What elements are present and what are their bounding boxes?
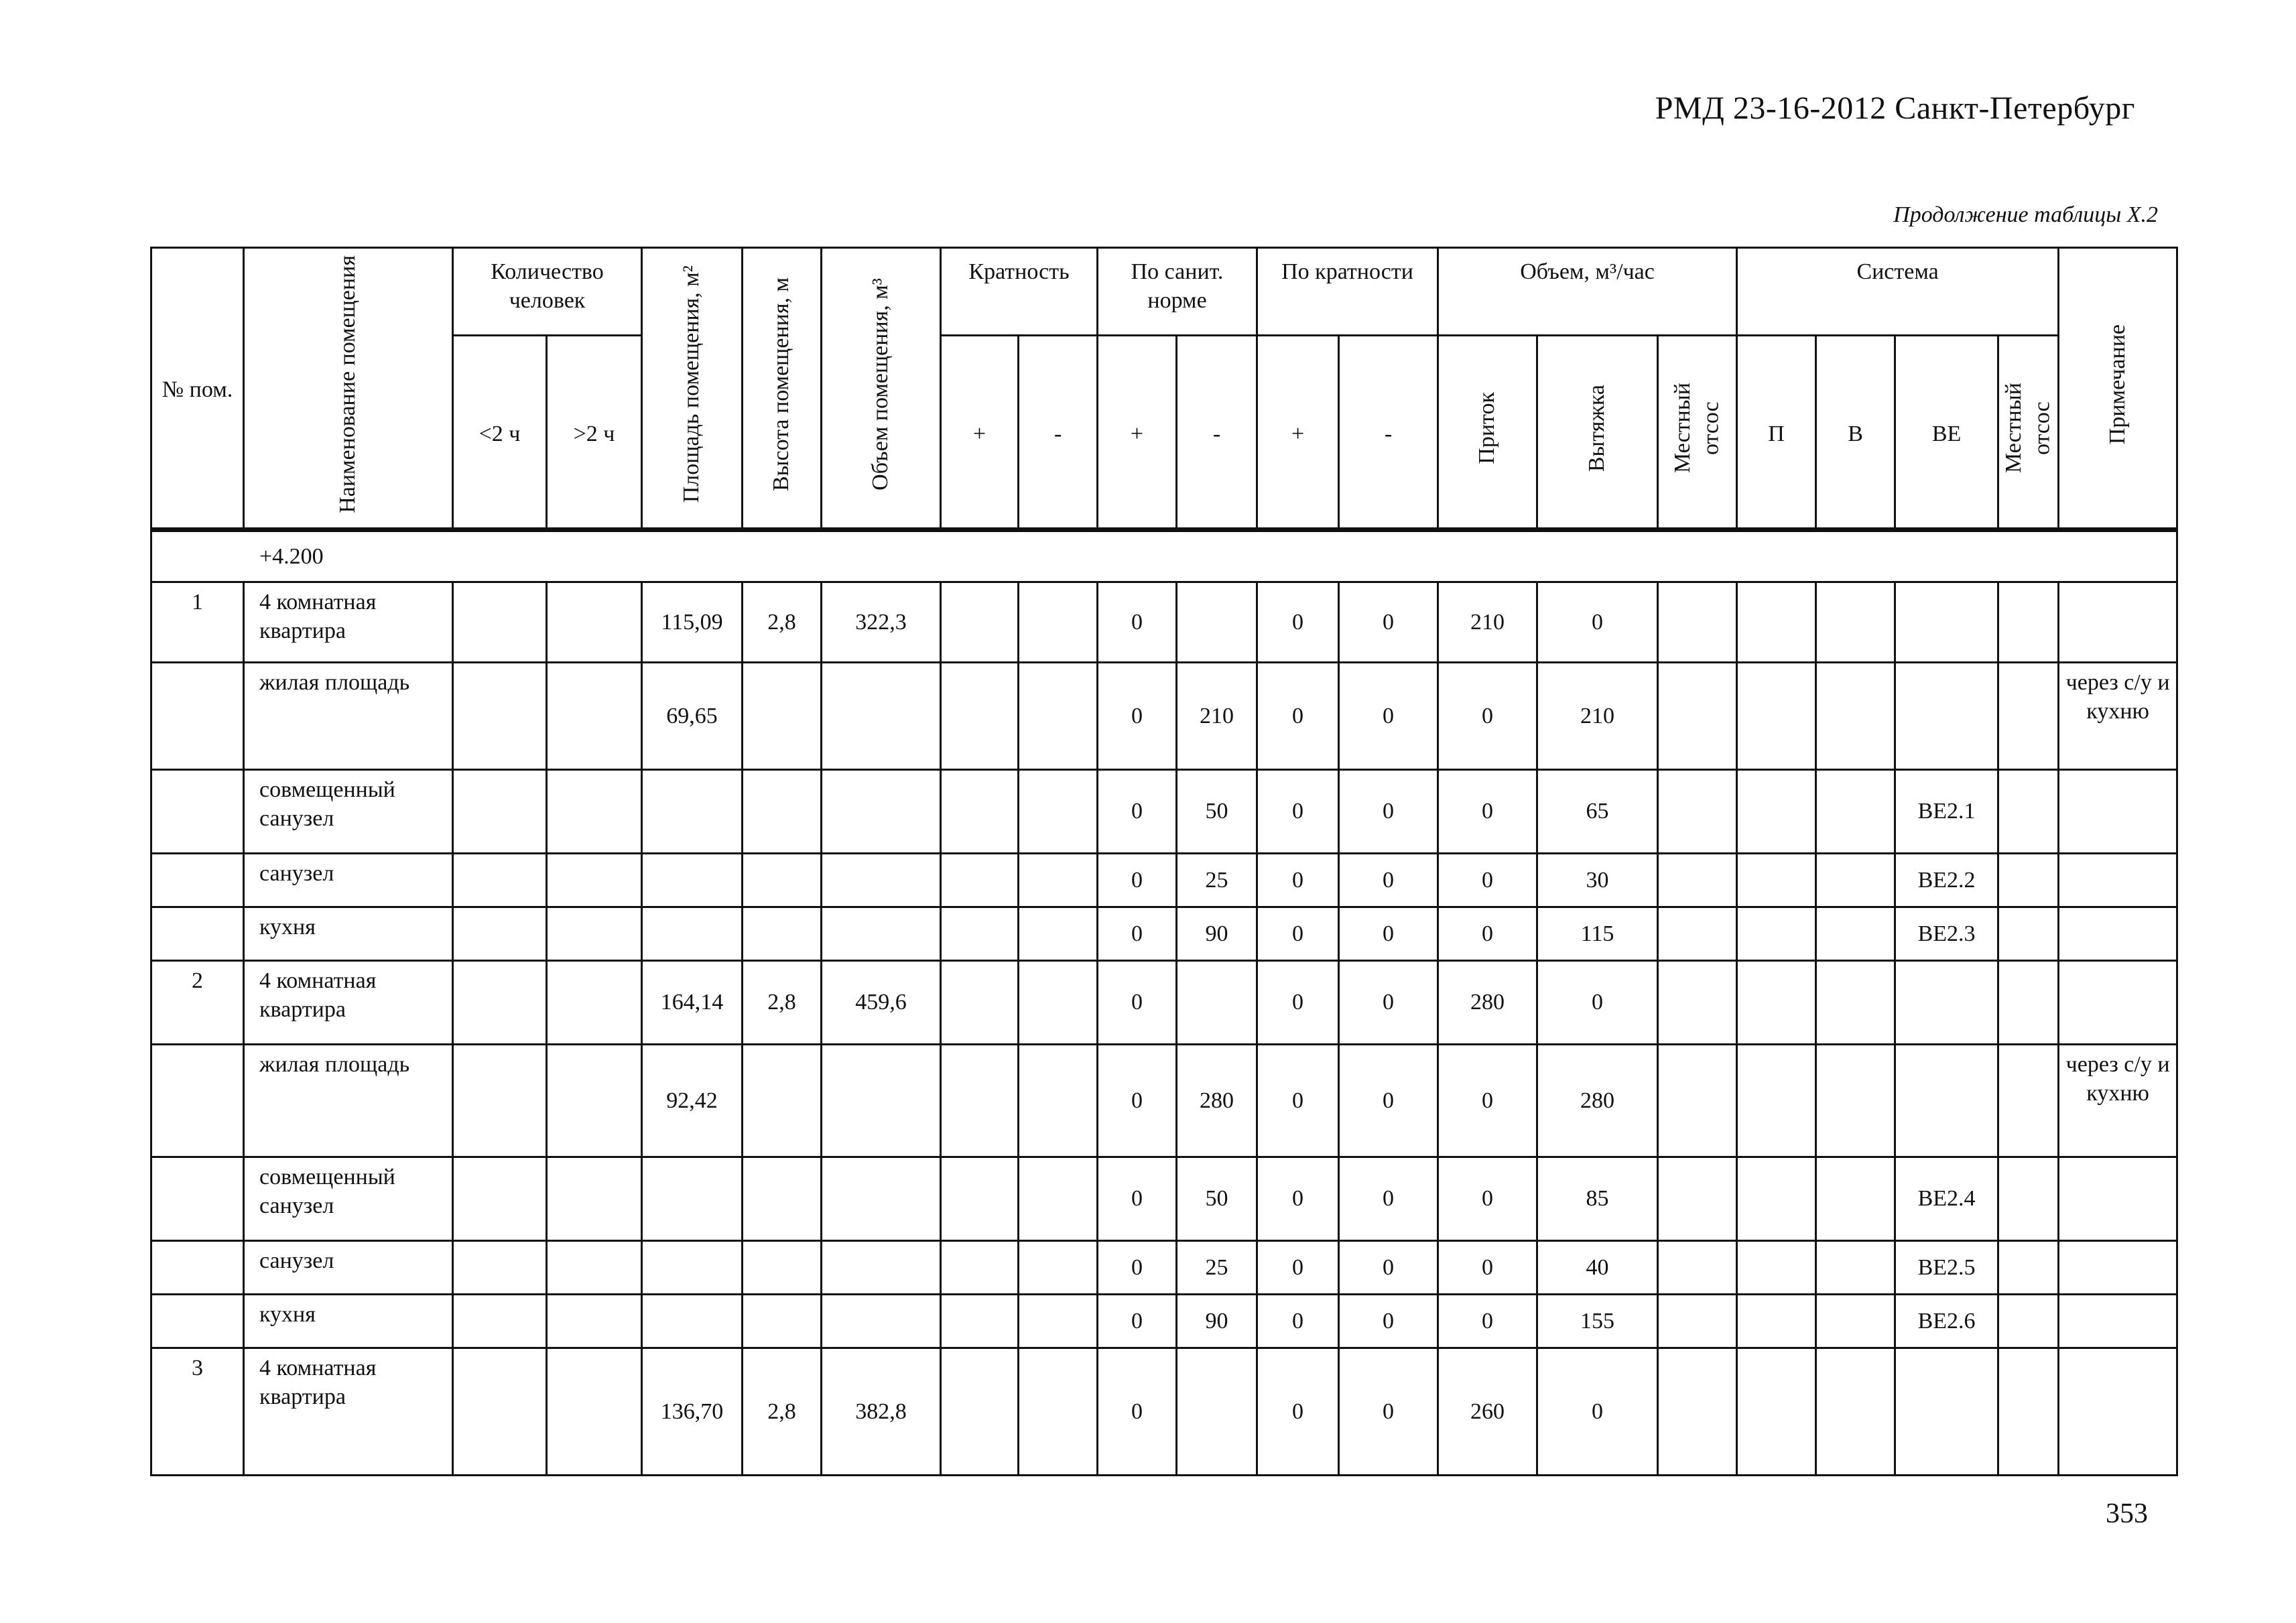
cell-volume: 322,3: [822, 582, 941, 663]
cell-ratio-plus: [941, 770, 1019, 854]
cell-height: [743, 1295, 822, 1348]
table-row: [151, 1348, 2177, 1476]
cell-area: 92,42: [642, 1045, 743, 1157]
cell-ratio-minus: [1019, 854, 1098, 907]
cell-system-p: [1737, 1348, 1816, 1476]
cell-exhaust: 65: [1537, 770, 1658, 854]
cell-area: 164,14: [642, 961, 743, 1045]
col-by-ratio-plus: +: [1257, 336, 1339, 530]
cell-system-local: [1998, 907, 2059, 961]
cell-ratio-plus: [941, 1157, 1019, 1241]
cell-room-name: совмещенный санузел: [244, 770, 453, 854]
col-flow-supply: Приток: [1438, 336, 1537, 530]
cell-by-ratio-minus: 0: [1339, 770, 1438, 854]
cell-people-lt2: [453, 961, 547, 1045]
cell-room-number: 3: [151, 1348, 244, 1476]
cell-system-p: [1737, 907, 1816, 961]
cell-system-v: [1816, 770, 1895, 854]
cell-system-ve: ВЕ2.3: [1895, 907, 1998, 961]
cell-room-name: 4 комнатная квартира: [244, 582, 453, 663]
cell-room-number: [151, 770, 244, 854]
cell-sanit-minus: 90: [1177, 1295, 1257, 1348]
cell-supply: 280: [1438, 961, 1537, 1045]
cell-sanit-minus: 280: [1177, 1045, 1257, 1157]
cell-by-ratio-minus: 0: [1339, 907, 1438, 961]
cell-by-ratio-plus: 0: [1257, 663, 1339, 770]
cell-note: [2059, 770, 2177, 854]
cell-height: [743, 854, 822, 907]
cell-ratio-plus: [941, 961, 1019, 1045]
cell-system-local: [1998, 1157, 2059, 1241]
cell-system-v: [1816, 1157, 1895, 1241]
cell-people-lt2: [453, 1241, 547, 1295]
col-note: Примечание: [2059, 248, 2177, 530]
cell-by-ratio-minus: 0: [1339, 1348, 1438, 1476]
cell-volume: [822, 1241, 941, 1295]
cell-room-number: [151, 1157, 244, 1241]
cell-exhaust: 210: [1537, 663, 1658, 770]
cell-exhaust: 85: [1537, 1157, 1658, 1241]
cell-people-gt2: [547, 854, 642, 907]
cell-system-p: [1737, 1241, 1816, 1295]
cell-ratio-minus: [1019, 582, 1098, 663]
table-row: [151, 1045, 2177, 1157]
cell-system-ve: ВЕ2.5: [1895, 1241, 1998, 1295]
cell-room-number: [151, 663, 244, 770]
cell-system-ve: ВЕ2.6: [1895, 1295, 1998, 1348]
cell-system-local: [1998, 582, 2059, 663]
ventilation-table: [150, 247, 2178, 1476]
cell-by-ratio-minus: 0: [1339, 1157, 1438, 1241]
cell-area: [642, 770, 743, 854]
cell-volume: [822, 770, 941, 854]
cell-people-gt2: [547, 907, 642, 961]
col-system-v: В: [1816, 336, 1895, 530]
cell-room-number: [151, 1295, 244, 1348]
cell-local-exhaust: [1658, 770, 1737, 854]
cell-sanit-minus: 25: [1177, 1241, 1257, 1295]
cell-system-local: [1998, 961, 2059, 1045]
cell-height: 2,8: [743, 1348, 822, 1476]
cell-by-ratio-plus: 0: [1257, 1241, 1339, 1295]
table-continuation-caption: Продолжение таблицы Х.2: [1893, 202, 2158, 227]
cell-system-ve: ВЕ2.4: [1895, 1157, 1998, 1241]
cell-exhaust: 115: [1537, 907, 1658, 961]
cell-system-p: [1737, 961, 1816, 1045]
table-row: [151, 770, 2177, 854]
cell-height: [743, 1045, 822, 1157]
cell-room-number: [151, 907, 244, 961]
cell-people-lt2: [453, 663, 547, 770]
cell-height: [743, 907, 822, 961]
cell-people-lt2: [453, 1348, 547, 1476]
cell-exhaust: 0: [1537, 582, 1658, 663]
col-room-name: Наименование помещения: [244, 248, 453, 530]
cell-ratio-plus: [941, 1348, 1019, 1476]
cell-system-p: [1737, 770, 1816, 854]
col-system: Система: [1737, 248, 2059, 336]
cell-volume: [822, 907, 941, 961]
cell-supply: 0: [1438, 1241, 1537, 1295]
cell-system-local: [1998, 1348, 2059, 1476]
cell-by-ratio-plus: 0: [1257, 907, 1339, 961]
cell-supply: 0: [1438, 663, 1537, 770]
cell-ratio-plus: [941, 582, 1019, 663]
cell-people-gt2: [547, 663, 642, 770]
col-people-gt2: >2 ч: [547, 336, 642, 530]
cell-note: через с/у и кухню: [2059, 1045, 2177, 1157]
cell-ratio-plus: [941, 1295, 1019, 1348]
col-height: Высота помещения, м: [743, 248, 822, 530]
cell-note: [2059, 582, 2177, 663]
col-system-p: П: [1737, 336, 1816, 530]
cell-room-name: 4 комнатная квартира: [244, 1348, 453, 1476]
cell-sanit-plus: 0: [1098, 1045, 1177, 1157]
cell-system-ve: ВЕ2.1: [1895, 770, 1998, 854]
table-row: [151, 1241, 2177, 1295]
cell-people-lt2: [453, 582, 547, 663]
cell-height: [743, 1241, 822, 1295]
cell-note: через с/у и кухню: [2059, 663, 2177, 770]
cell-volume: [822, 1045, 941, 1157]
cell-ratio-plus: [941, 663, 1019, 770]
table-row: [151, 854, 2177, 907]
col-volume: Объем помещения, м³: [822, 248, 941, 530]
cell-by-ratio-plus: 0: [1257, 1045, 1339, 1157]
cell-supply: 0: [1438, 1295, 1537, 1348]
cell-sanit-minus: 210: [1177, 663, 1257, 770]
cell-note: [2059, 961, 2177, 1045]
cell-supply: 260: [1438, 1348, 1537, 1476]
cell-area: 136,70: [642, 1348, 743, 1476]
cell-people-gt2: [547, 1295, 642, 1348]
cell-system-p: [1737, 582, 1816, 663]
cell-system-local: [1998, 1045, 2059, 1157]
cell-area: [642, 1241, 743, 1295]
cell-note: [2059, 907, 2177, 961]
cell-ratio-minus: [1019, 1045, 1098, 1157]
cell-sanit-plus: 0: [1098, 1295, 1177, 1348]
cell-volume: 382,8: [822, 1348, 941, 1476]
col-people-lt2: <2 ч: [453, 336, 547, 530]
cell-sanit-plus: 0: [1098, 907, 1177, 961]
col-flow-local: Местный отсос: [1658, 336, 1737, 530]
cell-sanit-plus: 0: [1098, 1241, 1177, 1295]
cell-sanit-plus: 0: [1098, 663, 1177, 770]
cell-local-exhaust: [1658, 854, 1737, 907]
cell-by-ratio-plus: 0: [1257, 961, 1339, 1045]
col-sanit-plus: +: [1098, 336, 1177, 530]
cell-people-gt2: [547, 961, 642, 1045]
cell-system-ve: [1895, 582, 1998, 663]
col-system-local: Местный отсос: [1998, 336, 2059, 530]
cell-area: [642, 1157, 743, 1241]
table-row: [151, 582, 2177, 663]
cell-local-exhaust: [1658, 1157, 1737, 1241]
cell-people-gt2: [547, 1157, 642, 1241]
cell-sanit-minus: [1177, 582, 1257, 663]
cell-volume: [822, 1157, 941, 1241]
cell-height: 2,8: [743, 961, 822, 1045]
col-flow-exhaust: Вытяжка: [1537, 336, 1658, 530]
cell-note: [2059, 1157, 2177, 1241]
cell-people-lt2: [453, 1295, 547, 1348]
cell-system-p: [1737, 1045, 1816, 1157]
cell-area: [642, 854, 743, 907]
cell-ratio-minus: [1019, 1348, 1098, 1476]
cell-people-gt2: [547, 770, 642, 854]
cell-height: [743, 770, 822, 854]
col-room-number: № пом.: [151, 248, 244, 530]
cell-system-v: [1816, 1348, 1895, 1476]
cell-room-name: 4 комнатная квартира: [244, 961, 453, 1045]
cell-height: [743, 1157, 822, 1241]
document-header: РМД 23-16-2012 Санкт-Петербург: [1655, 90, 2135, 126]
cell-local-exhaust: [1658, 907, 1737, 961]
cell-sanit-minus: 90: [1177, 907, 1257, 961]
cell-system-v: [1816, 582, 1895, 663]
cell-local-exhaust: [1658, 1241, 1737, 1295]
cell-system-local: [1998, 663, 2059, 770]
cell-by-ratio-plus: 0: [1257, 1157, 1339, 1241]
cell-people-gt2: [547, 1241, 642, 1295]
cell-people-lt2: [453, 1045, 547, 1157]
cell-ratio-plus: [941, 1241, 1019, 1295]
cell-area: [642, 907, 743, 961]
cell-system-v: [1816, 1241, 1895, 1295]
cell-area: 115,09: [642, 582, 743, 663]
cell-height: 2,8: [743, 582, 822, 663]
cell-system-ve: [1895, 663, 1998, 770]
cell-area: [642, 1295, 743, 1348]
cell-system-p: [1737, 1295, 1816, 1348]
cell-by-ratio-minus: 0: [1339, 1295, 1438, 1348]
cell-by-ratio-plus: 0: [1257, 1295, 1339, 1348]
cell-by-ratio-plus: 0: [1257, 854, 1339, 907]
col-system-ve: ВЕ: [1895, 336, 1998, 530]
cell-local-exhaust: [1658, 961, 1737, 1045]
cell-room-number: [151, 1045, 244, 1157]
cell-local-exhaust: [1658, 1348, 1737, 1476]
cell-people-lt2: [453, 854, 547, 907]
cell-local-exhaust: [1658, 1295, 1737, 1348]
cell-room-name: кухня: [244, 1295, 453, 1348]
section-level: +4.200: [151, 530, 2177, 582]
cell-people-lt2: [453, 1157, 547, 1241]
cell-by-ratio-minus: 0: [1339, 1241, 1438, 1295]
cell-sanit-minus: 25: [1177, 854, 1257, 907]
col-by-ratio-minus: -: [1339, 336, 1438, 530]
col-people: Количество человек: [453, 248, 642, 336]
cell-volume: [822, 663, 941, 770]
cell-system-v: [1816, 1295, 1895, 1348]
cell-system-ve: [1895, 1045, 1998, 1157]
cell-local-exhaust: [1658, 663, 1737, 770]
cell-people-gt2: [547, 1348, 642, 1476]
cell-ratio-minus: [1019, 961, 1098, 1045]
cell-people-lt2: [453, 907, 547, 961]
cell-system-p: [1737, 1157, 1816, 1241]
cell-system-v: [1816, 663, 1895, 770]
cell-sanit-plus: 0: [1098, 1348, 1177, 1476]
cell-room-name: совмещенный санузел: [244, 1157, 453, 1241]
table-row: [151, 907, 2177, 961]
col-area: Площадь помещения, м²: [642, 248, 743, 530]
cell-ratio-plus: [941, 854, 1019, 907]
cell-people-lt2: [453, 770, 547, 854]
cell-sanit-plus: 0: [1098, 582, 1177, 663]
cell-exhaust: 40: [1537, 1241, 1658, 1295]
cell-ratio-plus: [941, 1045, 1019, 1157]
cell-ratio-minus: [1019, 907, 1098, 961]
cell-room-number: [151, 1241, 244, 1295]
cell-room-name: жилая площадь: [244, 1045, 453, 1157]
cell-note: [2059, 854, 2177, 907]
cell-ratio-minus: [1019, 663, 1098, 770]
cell-system-local: [1998, 1241, 2059, 1295]
col-flow-volume: Объем, м³/час: [1438, 248, 1737, 336]
cell-system-v: [1816, 907, 1895, 961]
cell-people-gt2: [547, 1045, 642, 1157]
cell-people-gt2: [547, 582, 642, 663]
page-number: 353: [2106, 1498, 2148, 1529]
col-by-ratio: По кратности: [1257, 248, 1438, 336]
cell-exhaust: 0: [1537, 1348, 1658, 1476]
col-ratio-minus: -: [1019, 336, 1098, 530]
cell-exhaust: 280: [1537, 1045, 1658, 1157]
cell-by-ratio-plus: 0: [1257, 770, 1339, 854]
cell-ratio-minus: [1019, 1241, 1098, 1295]
cell-ratio-plus: [941, 907, 1019, 961]
table-row: [151, 961, 2177, 1045]
cell-system-ve: [1895, 961, 1998, 1045]
cell-sanit-minus: 50: [1177, 1157, 1257, 1241]
cell-sanit-plus: 0: [1098, 1157, 1177, 1241]
cell-room-name: санузел: [244, 1241, 453, 1295]
cell-supply: 0: [1438, 1045, 1537, 1157]
cell-volume: [822, 1295, 941, 1348]
cell-by-ratio-minus: 0: [1339, 663, 1438, 770]
cell-note: [2059, 1241, 2177, 1295]
cell-room-number: 2: [151, 961, 244, 1045]
cell-sanit-plus: 0: [1098, 854, 1177, 907]
cell-supply: 210: [1438, 582, 1537, 663]
table-row: [151, 1157, 2177, 1241]
col-ratio: Кратность: [941, 248, 1098, 336]
cell-sanit-minus: 50: [1177, 770, 1257, 854]
cell-system-p: [1737, 854, 1816, 907]
col-sanitary-norm: По санит. норме: [1098, 248, 1257, 336]
cell-room-name: кухня: [244, 907, 453, 961]
cell-room-number: 1: [151, 582, 244, 663]
cell-note: [2059, 1295, 2177, 1348]
col-sanit-minus: -: [1177, 336, 1257, 530]
table-row: [151, 663, 2177, 770]
cell-ratio-minus: [1019, 1157, 1098, 1241]
table-row: [151, 1295, 2177, 1348]
cell-supply: 0: [1438, 1157, 1537, 1241]
cell-local-exhaust: [1658, 1045, 1737, 1157]
cell-exhaust: 155: [1537, 1295, 1658, 1348]
cell-by-ratio-minus: 0: [1339, 582, 1438, 663]
cell-system-local: [1998, 770, 2059, 854]
cell-supply: 0: [1438, 770, 1537, 854]
cell-height: [743, 663, 822, 770]
cell-system-local: [1998, 1295, 2059, 1348]
cell-ratio-minus: [1019, 770, 1098, 854]
cell-system-v: [1816, 1045, 1895, 1157]
cell-system-ve: ВЕ2.2: [1895, 854, 1998, 907]
cell-system-local: [1998, 854, 2059, 907]
cell-supply: 0: [1438, 907, 1537, 961]
cell-room-name: жилая площадь: [244, 663, 453, 770]
col-ratio-plus: +: [941, 336, 1019, 530]
cell-system-v: [1816, 854, 1895, 907]
cell-local-exhaust: [1658, 582, 1737, 663]
cell-room-number: [151, 854, 244, 907]
cell-sanit-minus: [1177, 1348, 1257, 1476]
cell-by-ratio-plus: 0: [1257, 582, 1339, 663]
cell-by-ratio-plus: 0: [1257, 1348, 1339, 1476]
cell-supply: 0: [1438, 854, 1537, 907]
cell-area: 69,65: [642, 663, 743, 770]
cell-sanit-minus: [1177, 961, 1257, 1045]
cell-sanit-plus: 0: [1098, 961, 1177, 1045]
cell-volume: [822, 854, 941, 907]
cell-sanit-plus: 0: [1098, 770, 1177, 854]
cell-ratio-minus: [1019, 1295, 1098, 1348]
cell-room-name: санузел: [244, 854, 453, 907]
cell-note: [2059, 1348, 2177, 1476]
cell-system-v: [1816, 961, 1895, 1045]
cell-by-ratio-minus: 0: [1339, 854, 1438, 907]
cell-volume: 459,6: [822, 961, 941, 1045]
cell-exhaust: 30: [1537, 854, 1658, 907]
cell-by-ratio-minus: 0: [1339, 1045, 1438, 1157]
cell-exhaust: 0: [1537, 961, 1658, 1045]
cell-system-p: [1737, 663, 1816, 770]
cell-system-ve: [1895, 1348, 1998, 1476]
cell-by-ratio-minus: 0: [1339, 961, 1438, 1045]
